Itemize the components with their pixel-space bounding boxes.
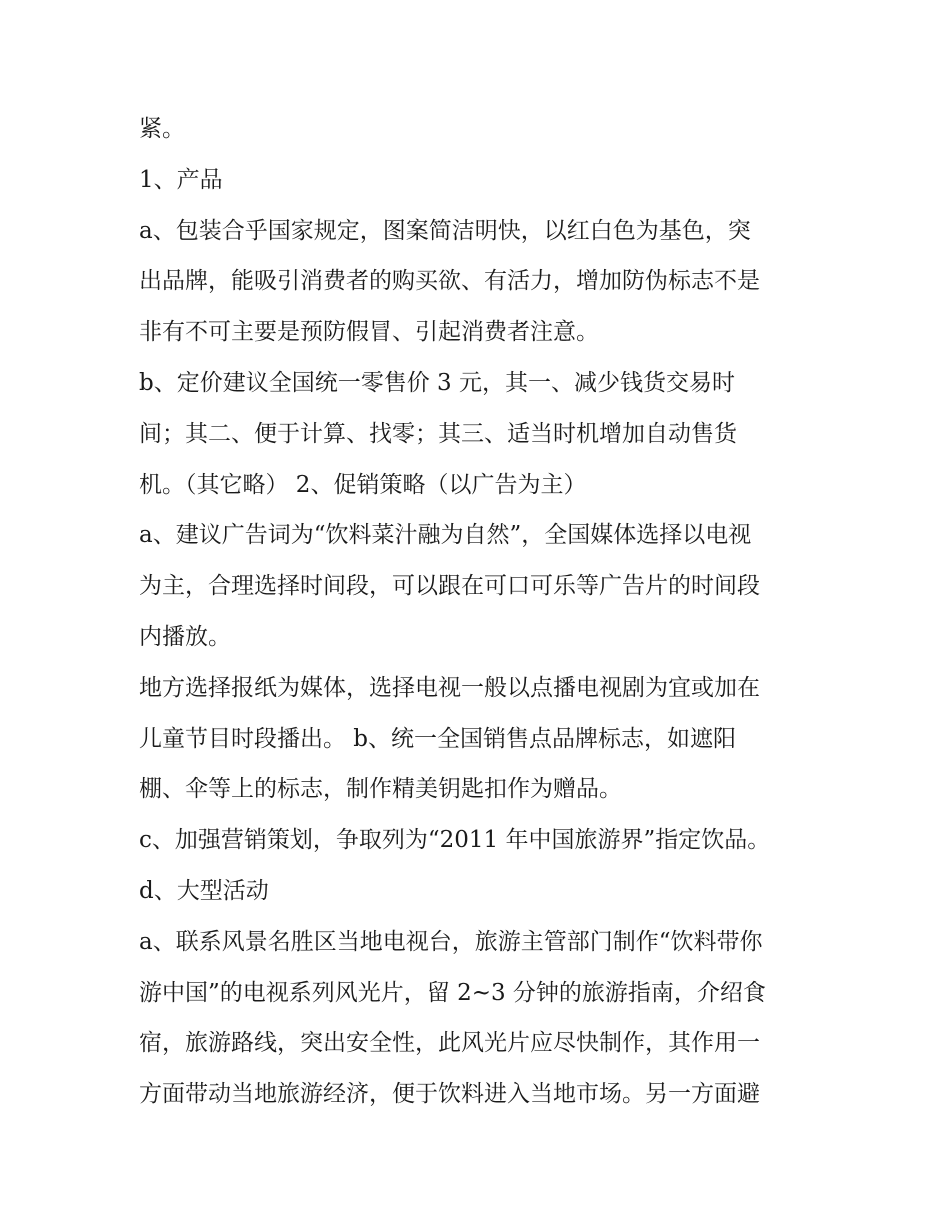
text-line: c、加强营销策划，争取列为“2011 年中国旅游界”指定饮品。 bbox=[139, 827, 771, 854]
text-line: a、包装合乎国家规定，图案简洁明快，以红白色为基色，突 bbox=[139, 217, 751, 244]
text-line: a、建议广告词为“饮料菜汁融为自然”，全国媒体选择以电视 bbox=[139, 522, 752, 549]
text-line: 宿，旅游路线，突出安全性，此风光片应尽快制作，其作用一 bbox=[139, 1030, 760, 1057]
text-line: 棚、伞等上的标志，制作精美钥匙扣作为赠品。 bbox=[139, 776, 622, 803]
text-line: 为主，合理选择时间段，可以跟在可口可乐等广告片的时间段 bbox=[139, 573, 760, 600]
text-line: 地方选择报纸为媒体，选择电视一般以点播电视剧为宜或加在 bbox=[139, 674, 760, 701]
text-line: 出品牌，能吸引消费者的购买欲、有活力，增加防伪标志不是 bbox=[139, 268, 760, 295]
text-line: 内播放。 bbox=[139, 623, 231, 650]
document-body bbox=[139, 104, 819, 1120]
text-line: b、定价建议全国统一零售价 3 元，其一、减少钱货交易时 bbox=[139, 369, 735, 396]
text-line: 机。（其它略） 2、促销策略（以广告为主） bbox=[139, 471, 587, 498]
text-line: 紧。 bbox=[139, 116, 185, 142]
text-line: 间；其二、便于计算、找零；其三、适当时机增加自动售货 bbox=[139, 420, 737, 447]
text-line: 方面带动当地旅游经济，便于饮料进入当地市场。另一方面避 bbox=[139, 1081, 760, 1108]
text-line: 游中国”的电视系列风光片，留 2~3 分钟的旅游指南，介绍食 bbox=[139, 979, 766, 1006]
text-line: 儿童节目时段播出。 b、统一全国销售点品牌标志，如遮阳 bbox=[139, 725, 737, 752]
section-heading-events: d、大型活动 bbox=[139, 877, 269, 904]
section-heading-product: 1、产品 bbox=[139, 166, 223, 193]
text-line: 非有不可主要是预防假冒、引起消费者注意。 bbox=[139, 319, 599, 346]
text-line: a、联系风景名胜区当地电视台，旅游主管部门制作“饮料带你 bbox=[139, 928, 763, 955]
